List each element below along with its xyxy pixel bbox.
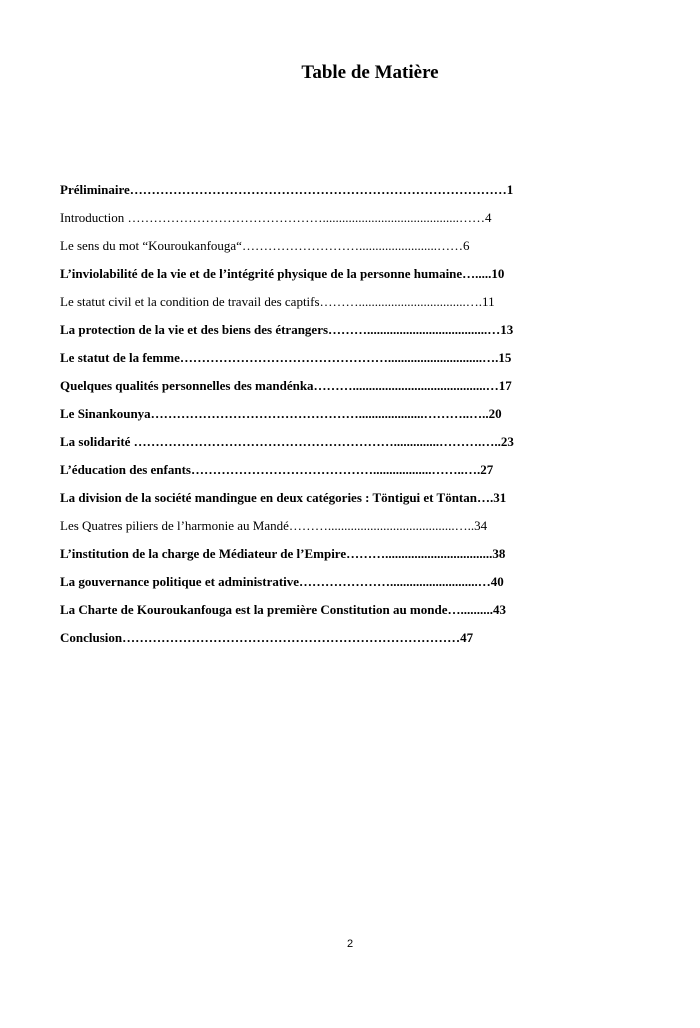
toc-entry-gouvernance: La gouvernance politique et administrative…………………...........................…40 <box>60 574 504 589</box>
toc-entry-introduction: Introduction ………………………………………..........................................……4 <box>60 210 492 225</box>
toc-entry-charte: La Charte de Kouroukanfouga est la première Constitution au monde…..........43 <box>60 602 506 617</box>
toc-entry-quatres-piliers: Les Quatres piliers de l’harmonie au Mandé……….......................................…..34 <box>60 518 488 533</box>
toc-entry-qualites: Quelques qualités personnelles des mandénka……….........................................…17 <box>60 378 512 393</box>
table-of-contents <box>60 181 520 657</box>
page-number: 2 <box>346 938 354 950</box>
toc-entry-statut-femme: Le statut de la femme………………………………………….............................….15 <box>60 350 512 365</box>
toc-entry-protection: La protection de la vie et des biens des étrangers……….....................................…13 <box>60 322 514 337</box>
toc-entry-preliminaire: Préliminaire……………………………………………………………………………1 <box>60 182 514 197</box>
toc-entry-sens-du-mot: Le sens du mot “Kouroukanfouga“………………………........................……6 <box>60 238 470 253</box>
toc-entry-sinankounya: Le Sinankounya…………………………………………....................………..…..20 <box>60 406 502 421</box>
toc-entry-solidarite: La solidarité ……………………………………………………..............……….…..23 <box>60 434 514 449</box>
page-title: Table de Matière <box>301 62 439 83</box>
toc-entry-institution: L’institution de la charge de Médiateur de l’Empire……….................................38 <box>60 546 506 561</box>
toc-entry-division: La division de la société mandingue en deux catégories : Töntigui et Töntan….31 <box>60 490 507 505</box>
toc-entry-education: L’éducation des enfants……………………………………..................……..….27 <box>60 462 494 477</box>
toc-entry-conclusion: Conclusion……………………………………………………………………47 <box>60 630 474 645</box>
toc-entry-statut-civil: Le statut civil et la condition de travail des captifs……….................................….11 <box>60 294 495 309</box>
toc-entry-inviolabilite: L’inviolabilité de la vie et de l’intégrité physique de la personne humaine….....10 <box>60 266 505 281</box>
